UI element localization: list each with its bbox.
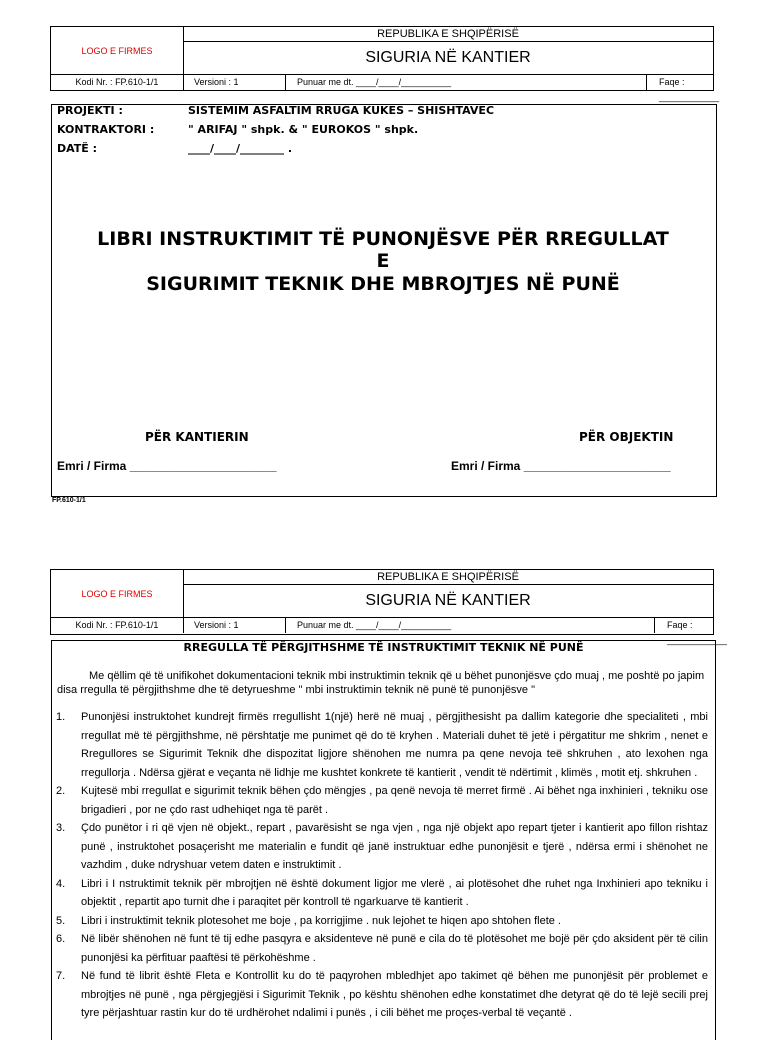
- code-field: Kodi Nr. : FP.610-1/1: [75, 620, 159, 630]
- code-field: Kodi Nr. : FP.610-1/1: [75, 77, 159, 87]
- site-label: PËR KANTIERIN: [145, 430, 249, 444]
- cover-title-line-3: SIGURIMIT TEKNIK DHE MBROJTJES NË PUNË: [146, 273, 620, 295]
- list-item: [56, 819, 708, 875]
- project-value: SISTEMIM ASFALTIM RRUGA KUKES – SHISHTAVEC: [188, 104, 495, 117]
- list-item-text: Libri i I nstruktimit teknik për mbrojtjen në është dokument ligjor me vlerë , ai plotësohet dhe ruhet nga Inxhinieri apo tekniku i objektit , repartit apo turnit dhe i paraqitet për kontroll të ngarkuarve të kantierit .: [81, 877, 708, 908]
- version-field: Versioni : 1: [183, 75, 285, 90]
- signature-right: Emri / Firma ______________________: [451, 459, 671, 473]
- company-logo-placeholder: LOGO E FIRMES: [51, 27, 184, 74]
- cover-title-line-2: E: [376, 250, 390, 272]
- list-item-text: Kujtesë mbi rregullat e sigurimit teknik bëhen çdo mëngjes , pa qenë nevoja të merret firmë . Ai bëhet nga inxhinieri , tekniku ose brigadieri , por ne çdo rast udhehiqet nga të parët .: [81, 785, 708, 816]
- date-field: Punuar me dt. ____/____/__________: [285, 75, 646, 90]
- rules-list: [56, 708, 708, 1023]
- date-label: DATË :: [57, 142, 98, 155]
- list-item-text: Çdo punëtor i ri që vjen në objekt., repart , pavarësisht se nga vjen , nga një objekt apo repart tjeter i kantierit apo fillon rishtaz punë , instruktohet posaçerisht me materialin e fundit që janë instruktuar edhe punonjësit e tjerë , ndërsa ermi i shënohet ne vazhdim , duke ndryshuar vetem daten e instruktimit .: [81, 822, 708, 871]
- rules-intro: Me qëllim që të unifikohet dokumentacioni teknik mbi instruktimin teknik që u bëhet punonjësve çdo muaj , me poshtë po japim disa rregulla të përgjithshme dhe të detyrueshme " mbi instruktimin teknik në punë të punonjësve ": [57, 670, 705, 696]
- version-field: Versioni : 1: [183, 618, 285, 633]
- page-field: Faqe : ____________: [654, 618, 713, 633]
- document-header-2: [50, 569, 728, 645]
- date-value: ____/____/________ .: [188, 142, 293, 155]
- company-logo-placeholder: LOGO E FIRMES: [51, 570, 184, 617]
- date-field: Punuar me dt. ____/____/__________: [285, 618, 654, 633]
- list-item: [56, 708, 708, 782]
- list-item: [56, 875, 708, 912]
- list-item-number: 2.: [56, 785, 66, 797]
- list-item-number: 7.: [56, 970, 66, 982]
- form-code: FP.610-1/1: [52, 497, 86, 504]
- republic-label: REPUBLIKA E SHQIPËRISË: [183, 570, 713, 585]
- list-item: [56, 912, 708, 931]
- list-item-number: 1.: [56, 711, 66, 723]
- list-item-number: 6.: [56, 933, 66, 945]
- republic-label: REPUBLIKA E SHQIPËRISË: [183, 27, 713, 42]
- list-item: [56, 930, 708, 967]
- list-item-number: 4.: [56, 877, 66, 890]
- object-label: PËR OBJEKTIN: [579, 430, 674, 444]
- list-item-number: 5.: [56, 914, 66, 927]
- list-item-text: Libri i instruktimit teknik plotesohet me boje , pa korrigjime . nuk lejohet te hiqen apo shtohen flete .: [81, 914, 561, 927]
- document-header: [50, 26, 720, 102]
- header-title: SIGURIA NË KANTIER: [365, 592, 531, 609]
- list-item: [56, 782, 708, 819]
- contractor-value: " ARIFAJ " shpk. & " EUROKOS " shpk.: [188, 123, 419, 136]
- header-title: SIGURIA NË KANTIER: [365, 49, 531, 66]
- list-item: [56, 967, 708, 1023]
- header-meta-row: [51, 617, 728, 645]
- contractor-label: KONTRAKTORI :: [57, 123, 155, 136]
- cover-title-line-1: LIBRI INSTRUKTIMIT TË PUNONJËSVE PËR RREGULLAT: [97, 228, 669, 250]
- rules-heading: RREGULLA TË PËRGJITHSHME TË INSTRUKTIMIT TEKNIK NË PUNË: [183, 641, 584, 654]
- list-item-number: 3.: [56, 822, 66, 834]
- list-item-text: Në fund të librit është Fleta e Kontrollit ku do të paqyrohen mbledhjet apo takimet që bëhen me punonjësit për problemet e mbrojtjes në punë , nga përgjegjësi i Sigurimit Teknik , po kështu shënohen edhe konstatimet dhe detyrat që do të lejë secili prej tyre përjashtuar rastin kur do të urdhërohet ndalimi i punës , i cili bëhet me proçes-verbal të veçantë .: [81, 970, 708, 1019]
- project-label: PROJEKTI :: [57, 104, 123, 117]
- list-item-text: Punonjësi instruktohet kundrejt firmës rregullisht 1(një) herë në muaj , përgjithesisht pa dallim kategorie dhe specialiteti , mbi rregullat më të përgjithshme, në përshtatje me punimet që do të kryhen . Materiali duhet të jetë i përgatitur me shkrim , nenet e Rregullores se Sigurimit Teknik dhe dispozitat ligjore shënohen me numra pa qene nevoja teë shkruhen , ato lexohen nga rregullorja . Ndërsa gjërat e veçanta në lidhje me kushtet konkrete të kantierit , vendit të ndërtimit , klimës , motit etj. shkruhen .: [81, 711, 708, 779]
- signature-left: Emri / Firma ______________________: [57, 459, 277, 473]
- list-item-text: Në libër shënohen në funt të tij edhe pasqyra e aksidenteve në punë e cila do të plotësohet me bojë për çdo aksident për të cilin punonjësi ka përfituar paaftësi të përkohëshme .: [81, 933, 708, 964]
- page-field: Faqe : ____________: [646, 75, 713, 90]
- header-meta-row: [51, 74, 720, 102]
